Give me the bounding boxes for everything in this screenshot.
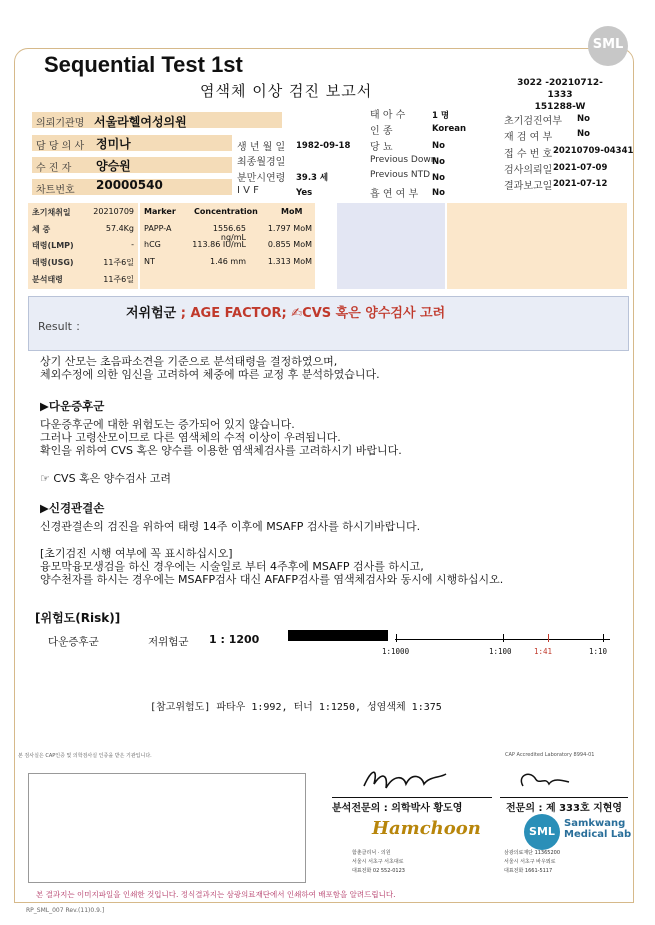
risk-tick (396, 634, 397, 642)
blank-panel-1 (337, 203, 445, 289)
race-value: Korean (432, 124, 467, 134)
marker-concentration: 1556.65 ng/mL (212, 224, 246, 242)
fine-print-left: 본 검사실은 CAP인증 및 의학검사실 인증을 받은 기관입니다. (18, 753, 152, 759)
ntd-heading: ▶신경관결손 (40, 501, 105, 515)
mom-head: MoM (281, 207, 303, 216)
result-label: Result ： (38, 320, 87, 333)
risk-heading: [위험도(Risk)] (35, 611, 121, 625)
doctor-label: 담 당 의 사 (36, 141, 85, 152)
note-text-3: 양수천자를 하시는 경우에는 MSAFP검사 대신 AFAFP검사를 염색체검사와 동시에 시행하십시오. (40, 573, 504, 586)
left-marker-value: - (131, 240, 134, 249)
risk-tick (503, 634, 504, 642)
marker-name: PAPP-A (144, 224, 172, 233)
down-text-2: 그러나 고령산모이므로 다른 염색체의 수적 이상이 우려됩니다. (40, 431, 341, 444)
sml-brand-logo: SML (524, 814, 560, 850)
race-label: 인 종 (370, 126, 393, 137)
concentration-head: Concentration (194, 207, 258, 216)
sign-left-label: 분석전문의 : 의학박사 황도영 (332, 803, 463, 814)
requested-label: 검사의뢰일 (504, 165, 553, 176)
cvs-note: ☞ CVS 혹은 양수검사 고려 (40, 472, 172, 485)
marker-mom: 0.855 MoM (267, 240, 312, 249)
initial-label: 초기검진여부 (504, 116, 562, 127)
marker-concentration: 1.46 mm (210, 257, 246, 266)
dob-label: 생 년 월 일 (237, 142, 286, 153)
initial-value: No (577, 114, 590, 124)
risk-tick (603, 634, 604, 642)
down-heading: ▶다운증후군 (40, 399, 105, 413)
note-text-1: [초기검진 시행 여부에 꼭 표시하십시오] (40, 547, 233, 560)
left-marker-label: 분석태령 (32, 275, 63, 284)
examinee-value: 양승원 (96, 159, 131, 173)
risk-tick-label: 1:1000 (382, 647, 410, 656)
institution-value: 서울라헬여성의원 (94, 115, 187, 129)
blank-panel-2 (447, 203, 627, 289)
body-p1b: 체외수정에 의한 임신을 고려하여 체중에 따른 교정 후 분석하였습니다. (40, 368, 380, 381)
risk-tick (548, 634, 549, 642)
risk-name: 다운증후군 (48, 636, 99, 648)
chart-label: 차트번호 (36, 185, 75, 196)
left-marker-label: 체 중 (32, 225, 51, 234)
left-marker-label: 태령(LMP) (32, 241, 74, 250)
report-id: 3022 -20210712-1333 151288-W (517, 78, 603, 112)
hamchoon-logo: Hamchoon (372, 818, 481, 839)
left-marker-label: 태령(USG) (32, 258, 74, 267)
fetus-label: 태 아 수 (370, 110, 406, 121)
fine-print-right: CAP Accredited Laboratory 8994-01 (505, 752, 595, 758)
left-marker-value: 11주6일 (103, 258, 134, 267)
risk-tick-label: 1:100 (489, 647, 512, 656)
dob-value: 1982-09-18 (296, 141, 351, 151)
result-level: 저위험군 (126, 306, 181, 321)
age-label: 분만시연령 (237, 173, 286, 184)
ivf-value: Yes (296, 188, 313, 198)
sign-right-label: 전문의 : 제 333호 지현영 (506, 803, 623, 814)
lmp-label: 최종월경일 (237, 157, 286, 168)
chart-value: 20000540 (96, 178, 163, 192)
marker-mom: 1.313 MoM (267, 257, 312, 266)
left-marker-value: 57.4Kg (105, 224, 134, 233)
prev-down-value: No (432, 157, 445, 167)
result-text (126, 302, 445, 321)
reported-value: 2021-07-12 (553, 179, 608, 189)
sign-line-left (332, 797, 492, 798)
risk-tick-label: 1:10 (589, 647, 608, 656)
memo-box (28, 773, 306, 883)
print-warning: 본 결과지는 이미지파일을 인쇄한 것입니다. 정식결과지는 삼광의료재단에서 인쇄하여 배포함을 알려드립니다. (36, 890, 396, 899)
accession-label: 접 수 번 호 (504, 149, 553, 160)
prev-ntd-label: Previous NTD (370, 170, 431, 180)
signature-right (515, 768, 575, 792)
report-subtitle: 염색체 이상 검진 보고서 (200, 82, 373, 100)
report-title: Sequential Test 1st (44, 52, 243, 77)
examinee-label: 수 진 자 (36, 163, 72, 174)
marker-name: NT (144, 257, 155, 266)
ivf-label: I V F (237, 185, 259, 196)
result-highlight: ; AGE FACTOR; ✍CVS 혹은 양수검사 고려 (180, 306, 446, 321)
left-marker-label: 초기채취일 (32, 208, 71, 217)
risk-level: 저위험군 (148, 636, 189, 648)
sml-address: 삼광의료재단 11365200 서울시 서초구 바우뫼로 대표전화 1661-5117 (504, 850, 561, 874)
retest-value: No (577, 129, 590, 139)
prev-down-label: Previous Down (370, 155, 437, 165)
ntd-text: 신경관결손의 검진을 위하여 태령 14주 이후에 MSAFP 검사를 하시기바랍니다. (40, 520, 421, 533)
hamchoon-address: 함춘클리닉 · 의원 서울시 서초구 서초대로 대표전화 02 552-0123 (352, 850, 405, 874)
diabetes-value: No (432, 141, 445, 151)
prev-ntd-value: No (432, 173, 445, 183)
marker-head: Marker (144, 207, 176, 216)
form-code: RP_SML_007 Rev.(11)0.9.] (26, 907, 105, 914)
smoking-value: No (432, 188, 445, 198)
age-value: 39.3 세 (296, 173, 329, 183)
down-text-3: 확인을 위하여 CVS 혹은 양수를 이용한 염색체검사를 고려하시기 바랍니다. (40, 444, 402, 457)
sml-logo: SML (588, 26, 628, 66)
marker-concentration: 113.86 IU/mL (192, 240, 246, 249)
note-text-2: 융모막융모생검을 하신 경우에는 시술일로 부터 4주후에 MSAFP 검사를 하시고, (40, 560, 424, 573)
marker-name: hCG (144, 240, 161, 249)
signature-left (360, 764, 450, 794)
sml-brand-name: Samkwang Medical Lab (564, 818, 632, 840)
left-marker-value: 11주6일 (103, 275, 134, 284)
smoking-label: 흡 연 여 부 (370, 189, 419, 200)
requested-value: 2021-07-09 (553, 163, 608, 173)
risk-reference: [참고위험도] 파타우 1:992, 터너 1:1250, 성염색체 1:375 (150, 702, 442, 713)
risk-tick-label: 1:41 (534, 647, 553, 656)
down-text-1: 다운증후군에 대한 위험도는 증가되어 있지 않습니다. (40, 418, 295, 431)
marker-mom: 1.797 MoM (267, 224, 312, 233)
risk-ratio: 1 : 1200 (209, 633, 260, 646)
diabetes-label: 당 뇨 (370, 142, 393, 153)
body-p1a: 상기 산모는 초음파소견을 기준으로 분석태령을 결정하였으며, (40, 355, 338, 368)
left-marker-value: 20210709 (93, 207, 134, 216)
accession-value: 20210709-04341 (553, 146, 634, 156)
sign-line-right (500, 797, 628, 798)
reported-label: 결과보고일 (504, 181, 553, 192)
fetus-value: 1 명 (432, 111, 450, 121)
risk-bar (288, 630, 388, 641)
retest-label: 재 검 여 부 (504, 132, 553, 143)
doctor-value: 정미나 (96, 137, 131, 151)
institution-label: 의뢰기관명 (36, 118, 85, 129)
